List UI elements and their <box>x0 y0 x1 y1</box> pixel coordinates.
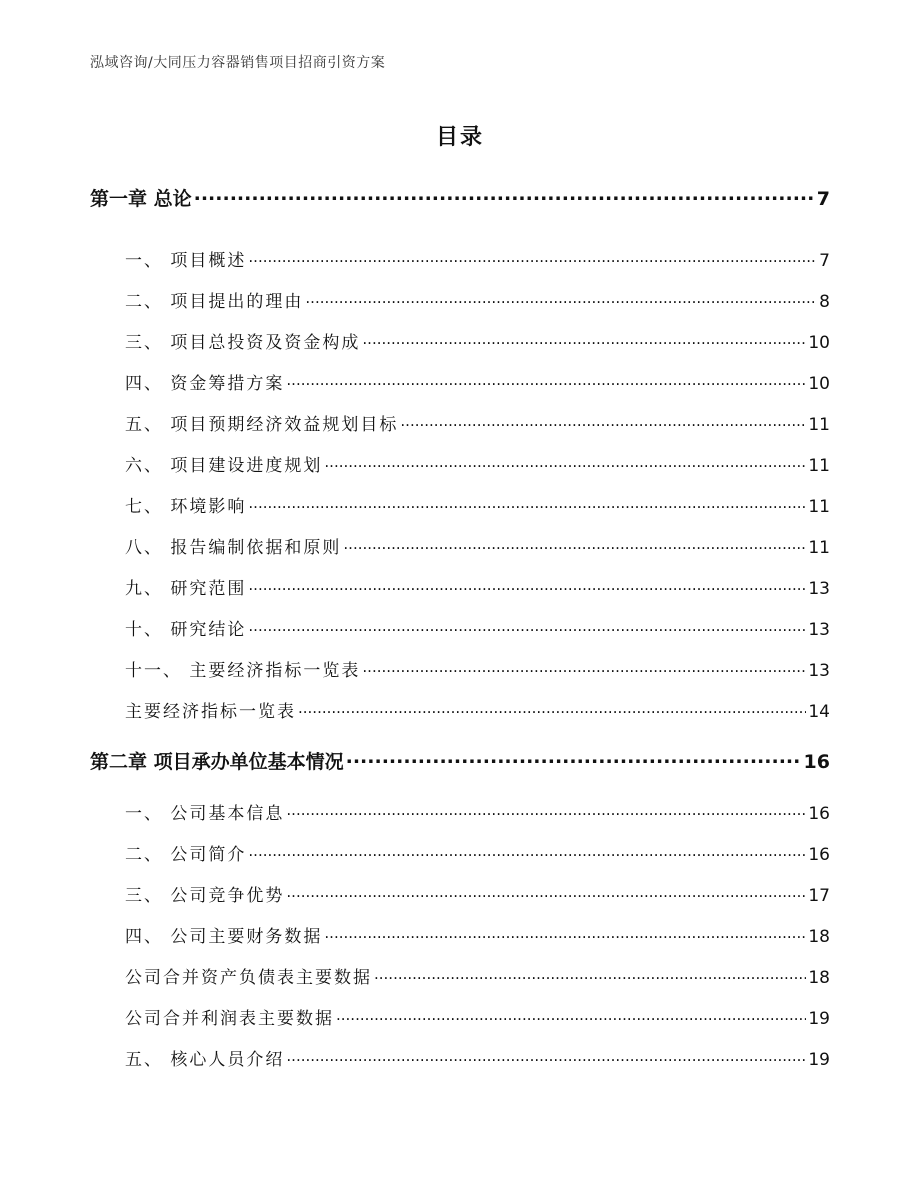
toc-dot-leader <box>286 884 806 901</box>
toc-entry-label: 七、 环境影响 <box>125 497 247 517</box>
toc-page-number: 11 <box>808 456 830 476</box>
toc-page-number: 11 <box>808 415 830 435</box>
toc-dot-leader <box>346 749 802 768</box>
toc-entry[interactable] <box>125 328 830 353</box>
toc-page-number: 10 <box>808 374 830 394</box>
toc-page-number: 16 <box>808 845 830 865</box>
toc-dot-leader <box>248 495 806 512</box>
toc-dot-leader <box>400 413 806 430</box>
toc-dot-leader <box>194 186 815 205</box>
toc-page-number: 18 <box>808 927 830 947</box>
running-header: 泓域咨询/大同压力容器销售项目招商引资方案 <box>90 55 386 71</box>
toc-entry-chapter[interactable] <box>90 747 830 774</box>
toc-entry-label: 十、 研究结论 <box>125 620 247 640</box>
toc-page-number: 13 <box>808 620 830 640</box>
toc-entry-label: 公司合并利润表主要数据 <box>125 1009 334 1029</box>
toc-dot-leader <box>362 331 806 348</box>
toc-dot-leader <box>305 290 817 307</box>
toc-entry-label: 三、 公司竞争优势 <box>125 886 285 906</box>
toc-entry-chapter[interactable] <box>90 184 830 211</box>
toc-page-number: 18 <box>808 968 830 988</box>
toc-dot-leader <box>324 454 806 471</box>
toc-entry[interactable] <box>125 840 830 865</box>
toc-entry[interactable] <box>125 246 830 271</box>
toc-entry-label: 公司合并资产负债表主要数据 <box>125 968 372 988</box>
toc-entry-label: 一、 项目概述 <box>125 251 247 271</box>
toc-entry[interactable] <box>125 369 830 394</box>
toc-page-number: 11 <box>808 497 830 517</box>
toc-entry[interactable] <box>125 799 830 824</box>
toc-dot-leader <box>248 249 817 266</box>
toc-entry[interactable] <box>125 697 830 722</box>
toc-entry-label: 第一章 总论 <box>90 188 192 210</box>
toc-entry-label: 四、 公司主要财务数据 <box>125 927 323 947</box>
toc-dot-leader <box>298 700 806 717</box>
toc-entry-label: 十一、 主要经济指标一览表 <box>125 661 361 681</box>
toc-dot-leader <box>248 843 806 860</box>
toc-entry[interactable] <box>125 656 830 681</box>
toc-entry-label: 八、 报告编制依据和原则 <box>125 538 342 558</box>
toc-entry[interactable] <box>125 410 830 435</box>
toc-entry-label: 三、 项目总投资及资金构成 <box>125 333 361 353</box>
toc-page-number: 17 <box>808 886 830 906</box>
toc-entry[interactable] <box>125 963 830 988</box>
toc-page-number: 10 <box>808 333 830 353</box>
toc-page-number: 19 <box>808 1050 830 1070</box>
toc-dot-leader <box>362 659 806 676</box>
page-title: 目录 <box>435 125 484 150</box>
toc-entry-label: 六、 项目建设进度规划 <box>125 456 323 476</box>
toc-entry-label: 一、 公司基本信息 <box>125 804 285 824</box>
toc-entry-label: 二、 公司简介 <box>125 845 247 865</box>
toc-entry[interactable] <box>125 922 830 947</box>
toc-entry[interactable] <box>125 1004 830 1029</box>
toc-dot-leader <box>248 618 806 635</box>
toc-dot-leader <box>286 372 806 389</box>
toc-page-number: 7 <box>816 188 830 210</box>
toc-entry[interactable] <box>125 533 830 558</box>
toc-dot-leader <box>248 577 806 594</box>
toc-page-number: 16 <box>803 751 830 773</box>
toc-page-number: 16 <box>808 804 830 824</box>
toc-page-number: 11 <box>808 538 830 558</box>
toc-entry-label: 第二章 项目承办单位基本情况 <box>90 751 344 773</box>
toc-dot-leader <box>343 536 806 553</box>
toc-page-number: 19 <box>808 1009 830 1029</box>
toc-entry[interactable] <box>125 881 830 906</box>
toc-entry-label: 四、 资金筹措方案 <box>125 374 285 394</box>
toc-entry[interactable] <box>125 451 830 476</box>
toc-page-number: 14 <box>808 702 830 722</box>
toc-entry-label: 九、 研究范围 <box>125 579 247 599</box>
toc-entry[interactable] <box>125 492 830 517</box>
toc-entry[interactable] <box>125 287 830 312</box>
toc-dot-leader <box>286 802 806 819</box>
toc-page-number: 7 <box>819 251 830 271</box>
toc-dot-leader <box>336 1007 806 1024</box>
toc-page-number: 13 <box>808 579 830 599</box>
toc-entry-label: 主要经济指标一览表 <box>125 702 296 722</box>
toc-dot-leader <box>374 966 806 983</box>
toc-entry-label: 五、 核心人员介绍 <box>125 1050 285 1070</box>
toc-dot-leader <box>324 925 806 942</box>
toc-entry[interactable] <box>125 574 830 599</box>
toc-entry-label: 五、 项目预期经济效益规划目标 <box>125 415 399 435</box>
toc-page-number: 13 <box>808 661 830 681</box>
toc-entry-label: 二、 项目提出的理由 <box>125 292 304 312</box>
toc-page-number: 8 <box>819 292 830 312</box>
toc-dot-leader <box>286 1048 806 1065</box>
toc-entry[interactable] <box>125 1045 830 1070</box>
toc-entry[interactable] <box>125 615 830 640</box>
